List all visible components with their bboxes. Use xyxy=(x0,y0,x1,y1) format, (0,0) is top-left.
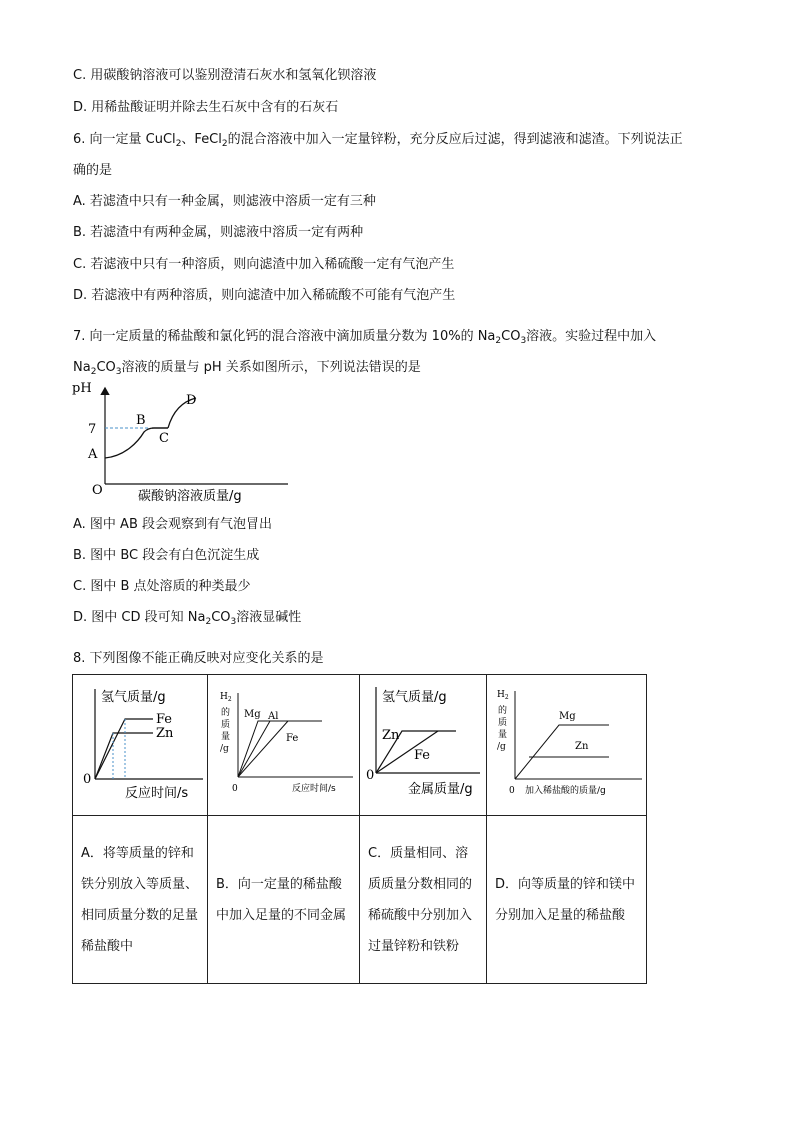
q8-stem: 8. 下列图像不能正确反映对应变化关系的是 xyxy=(73,651,324,666)
q6-stem-line2: 确的是 xyxy=(73,163,113,178)
q8a-origin: 0 xyxy=(83,772,92,787)
q7-option-b: B. 图中 BC 段会有白色沉淀生成 xyxy=(73,548,260,563)
q8-graph-b xyxy=(208,675,359,811)
q7-y-label: pH xyxy=(72,381,92,396)
q8-graph-c xyxy=(360,675,486,811)
q8c-origin: 0 xyxy=(366,768,375,783)
q8a-fe-line xyxy=(95,719,153,779)
svg-text:/g: /g xyxy=(497,742,506,752)
q8a-label-fe: Fe xyxy=(156,712,173,727)
q7-x-label: 碳酸钠溶液质量/g xyxy=(138,489,242,504)
q8c-label-zn: Zn xyxy=(382,728,400,743)
q8d-origin: 0 xyxy=(509,786,515,796)
q8-graph-cell-d xyxy=(487,675,647,816)
q8a-label-zn: Zn xyxy=(156,726,174,741)
q8c-label-fe: Fe xyxy=(414,748,431,763)
svg-text:/g: /g xyxy=(220,744,229,754)
q5-option-c: C. 用碳酸钠溶液可以鉴别澄清石灰水和氢氧化钡溶液 xyxy=(73,68,377,83)
q8-graph-cell-a xyxy=(73,675,208,816)
q6-option-a: A. 若滤渣中只有一种金属，则滤液中溶质一定有三种 xyxy=(73,194,376,209)
q8b-y-label: $H_2$ xyxy=(220,692,232,703)
q8a-y-label: 氢气质量/g xyxy=(101,690,166,705)
q8b-label-mg: Mg xyxy=(244,709,261,720)
q7-origin: O xyxy=(92,483,103,498)
q8b-x-label: 反应时间/s xyxy=(292,784,336,794)
q7-point-b: B xyxy=(136,413,146,428)
svg-text:的: 的 xyxy=(498,706,508,716)
q8d-y-label: $H_2$ xyxy=(497,690,509,701)
q8c-y-label: 氢气质量/g xyxy=(382,690,447,705)
q8-graph-d xyxy=(487,675,646,811)
q8b-fe-line xyxy=(238,721,288,777)
q6-stem: 6. 向一定量 CuCl$_2$、FeCl$_2$的混合溶液中加入一定量锌粉，充分反应后过滤，得到滤液和滤渣。下列说法正 xyxy=(73,132,683,149)
q8d-label-zn: Zn xyxy=(575,741,589,752)
q8b-label-fe: Fe xyxy=(286,733,299,744)
q8b-origin: 0 xyxy=(232,784,238,794)
svg-text:量: 量 xyxy=(498,730,508,740)
q7-stem: 7. 向一定质量的稀盐酸和氯化钙的混合溶液中滴加质量分数为 10%的 $Na_2CO_3$溶液。实验过程中加入 xyxy=(73,329,657,346)
q8-graph-cell-c xyxy=(360,675,487,816)
q8a-zn-line xyxy=(95,733,153,779)
svg-text:量: 量 xyxy=(221,732,231,742)
q8d-x-label: 加入稀盐酸的质量/g xyxy=(525,786,606,796)
q8-caption-c: C．质量相同、溶质质量分数相同的稀硫酸中分别加入过量锌粉和铁粉 xyxy=(360,816,487,984)
q7-point-c: C xyxy=(159,431,169,446)
svg-text:质: 质 xyxy=(221,720,231,730)
q8-caption-d: D．向等质量的锌和镁中分别加入足量的稀盐酸 xyxy=(487,816,647,984)
q8-graph-cell-b xyxy=(208,675,360,816)
q6-option-c: C. 若滤液中只有一种溶质，则向滤渣中加入稀硫酸一定有气泡产生 xyxy=(73,257,455,272)
q7-y-tick-7: 7 xyxy=(88,422,97,437)
q6-option-b: B. 若滤渣中有两种金属，则滤液中溶质一定有两种 xyxy=(73,225,364,240)
q8-graph-a xyxy=(73,675,207,811)
q8-caption-a: A．将等质量的锌和铁分别放入等质量、相同质量分数的足量稀盐酸中 xyxy=(73,816,208,984)
q8-caption-b: B．向一定量的稀盐酸中加入足量的不同金属 xyxy=(208,816,360,984)
q8c-x-label: 金属质量/g xyxy=(408,782,473,797)
q8b-label-al: Al xyxy=(268,711,279,722)
q7-point-d: D xyxy=(186,393,197,408)
svg-text:的: 的 xyxy=(221,708,231,718)
q8a-x-label: 反应时间/s xyxy=(125,786,189,801)
q7-option-a: A. 图中 AB 段会观察到有气泡冒出 xyxy=(73,517,273,532)
q8-table xyxy=(72,674,647,984)
q7-point-a: A xyxy=(88,447,98,462)
q8d-label-mg: Mg xyxy=(559,711,576,722)
q7-ph-graph xyxy=(70,380,290,506)
q6-option-d: D. 若滤液中有两种溶质，则向滤渣中加入稀硫酸不可能有气泡产生 xyxy=(73,288,456,303)
svg-text:质: 质 xyxy=(498,718,508,728)
q5-option-d: D. 用稀盐酸证明并除去生石灰中含有的石灰石 xyxy=(73,100,339,115)
q8b-al-line xyxy=(238,721,270,777)
q7-option-c: C. 图中 B 点处溶质的种类最少 xyxy=(73,579,251,594)
q7-option-d: D. 图中 CD 段可知 $Na_2CO_3$溶液显碱性 xyxy=(73,610,302,627)
q7-stem-line2: $Na_2CO_3$溶液的质量与 pH 关系如图所示，下列说法错误的是 xyxy=(73,360,421,377)
q8d-mg-line xyxy=(515,725,609,779)
